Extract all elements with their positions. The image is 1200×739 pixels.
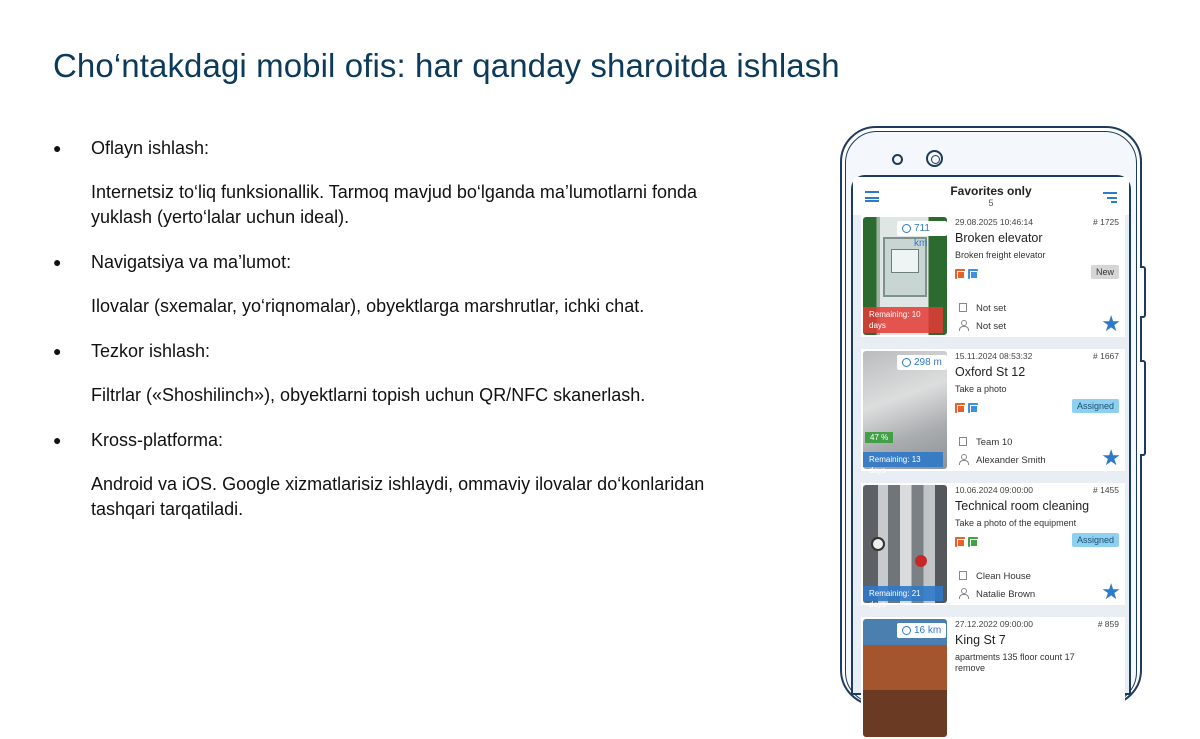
- distance-badge: 298 m: [897, 355, 947, 370]
- task-person: Not set: [976, 321, 1007, 332]
- task-team: Not set: [976, 303, 1007, 314]
- task-photo: [863, 217, 947, 335]
- task-date: 10.06.2024 09:00:00: [955, 485, 1033, 495]
- progress-badge: 47 %: [865, 432, 893, 443]
- header-title: Favorites only: [950, 184, 1032, 198]
- task-title: Oxford St 12: [955, 365, 1026, 379]
- building-icon: [959, 437, 967, 446]
- bullet-text: Android va iOS. Google xizmatlarisiz ishlaydi, ommaviy ilovalar do‘konlaridan tashqari tarqatiladi.: [91, 474, 705, 519]
- task-team: Clean House: [976, 571, 1031, 582]
- tag-icon: [955, 269, 965, 279]
- bullet-heading: Navigatsiya va ma’lumot:: [91, 252, 292, 272]
- task-date: 29.08.2025 10:46:14: [955, 217, 1033, 227]
- tag-icon: [955, 537, 965, 547]
- bullet-icon: ●: [53, 140, 62, 156]
- building-icon: [959, 303, 967, 312]
- task-tags: [955, 400, 981, 418]
- phone-power-button: [1140, 266, 1146, 318]
- bullet-heading: Kross-platforma:: [91, 430, 224, 450]
- task-card[interactable]: [861, 349, 1125, 475]
- status-badge: New: [1091, 265, 1119, 279]
- task-number: # 1667: [1093, 351, 1119, 361]
- task-photo: [863, 351, 947, 475]
- task-date: 27.12.2022 09:00:00: [955, 619, 1033, 629]
- distance-badge: 16 km: [897, 623, 946, 638]
- task-tags: [955, 266, 981, 284]
- app-screen: [851, 175, 1131, 695]
- remaining-badge: Remaining: 10 days: [863, 307, 943, 333]
- favorite-star-icon[interactable]: ★: [1101, 445, 1121, 470]
- building-icon: [959, 571, 967, 580]
- task-subtitle: Take a photo: [955, 384, 1007, 394]
- task-card[interactable]: [861, 483, 1125, 609]
- task-title: Broken elevator: [955, 231, 1043, 245]
- header-count: 5: [988, 198, 994, 208]
- task-person: Natalie Brown: [976, 589, 1036, 600]
- user-icon: [958, 320, 968, 330]
- remaining-badge: Remaining: 13 days: [863, 452, 943, 467]
- bullet-item: [53, 339, 753, 408]
- task-subtitle: apartments 135 floor count 17 remove: [955, 652, 1075, 673]
- tag-icon: [968, 269, 978, 279]
- bullet-heading: Tezkor ishlash:: [91, 341, 211, 361]
- task-subtitle: Broken freight elevator: [955, 250, 1046, 260]
- bullet-list: [53, 136, 753, 542]
- task-photo: [863, 619, 947, 737]
- tag-icon: [955, 403, 965, 413]
- task-number: # 859: [1097, 619, 1119, 629]
- sort-filter-icon[interactable]: [1103, 192, 1117, 203]
- bullet-item: [53, 250, 753, 319]
- task-card[interactable]: [861, 215, 1125, 337]
- remaining-badge: Remaining: 21 days: [863, 586, 943, 601]
- favorite-star-icon[interactable]: ★: [1101, 579, 1121, 604]
- app-header: [853, 177, 1129, 215]
- task-subtitle: Take a photo of the equipment: [955, 518, 1077, 528]
- status-badge: Assigned: [1072, 533, 1119, 547]
- task-title: King St 7: [955, 633, 1006, 647]
- slide-title: Cho‘ntakdagi mobil ofis: har qanday sharoitda ishlash: [53, 47, 840, 84]
- task-tags: [955, 534, 981, 552]
- camera-icon: [926, 150, 943, 167]
- bullet-item: [53, 136, 753, 230]
- user-icon: [958, 588, 968, 598]
- bullet-icon: ●: [53, 254, 62, 270]
- task-photo: [863, 485, 947, 609]
- task-date: 15.11.2024 08:53:32: [955, 351, 1033, 361]
- bullet-icon: ●: [53, 432, 62, 448]
- task-person: Alexander Smith: [976, 455, 1046, 466]
- favorite-star-icon[interactable]: ★: [1101, 311, 1121, 336]
- bullet-text: Filtrlar («Shoshilinch»), obyektlarni topish uchun QR/NFC skanerlash.: [91, 385, 646, 405]
- task-team: Team 10: [976, 437, 1013, 448]
- task-number: # 1455: [1093, 485, 1119, 495]
- bullet-icon: ●: [53, 343, 62, 359]
- distance-badge: 711 km: [897, 221, 947, 236]
- bullet-heading: Oflayn ishlash:: [91, 138, 210, 158]
- status-badge: Assigned: [1072, 399, 1119, 413]
- bullet-text: Ilovalar (sxemalar, yo‘riqnomalar), obyektlarga marshrutlar, ichki chat.: [91, 296, 645, 316]
- tag-icon: [968, 403, 978, 413]
- task-card[interactable]: [861, 617, 1125, 739]
- task-title: Technical room cleaning: [955, 499, 1090, 513]
- tag-icon: [968, 537, 978, 547]
- phone-volume-button: [1140, 360, 1146, 456]
- bullet-text: Internetsiz to‘liq funksionallik. Tarmoq mavjud bo‘lganda ma’lumotlarni fonda yuklash (yerto‘lalar uchun ideal).: [91, 182, 697, 227]
- task-number: # 1725: [1093, 217, 1119, 227]
- sensor-icon: [892, 154, 903, 165]
- bullet-item: [53, 428, 753, 522]
- user-icon: [958, 454, 968, 464]
